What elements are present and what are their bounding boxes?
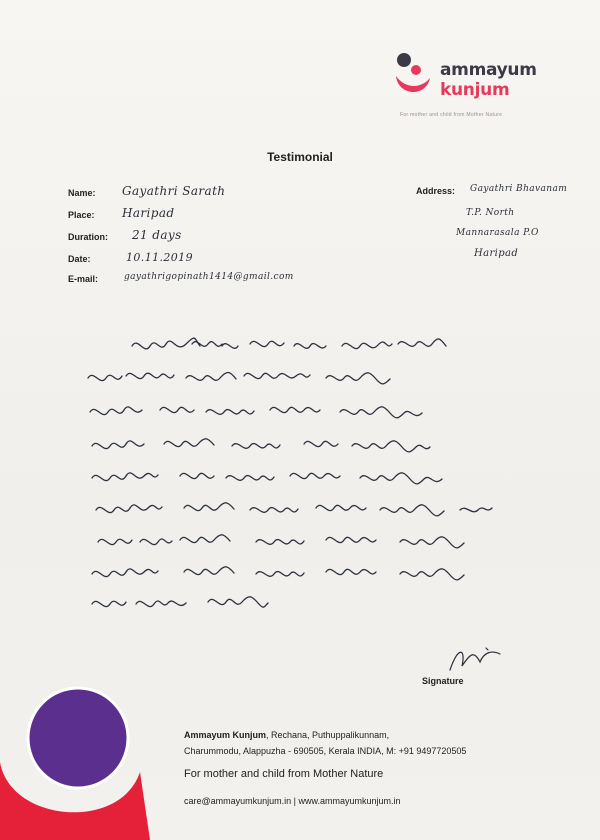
- footer-address-line1: [184, 730, 389, 740]
- date-label: Date:: [68, 254, 91, 264]
- footer-email-link[interactable]: care@ammayumkunjum.in: [184, 796, 292, 806]
- address-line1: Gayathri Bhavanam: [470, 184, 568, 194]
- footer-address-line2: Charummodu, Alappuzha - 690505, Kerala INDIA, M: +91 9497720505: [184, 746, 467, 756]
- address-line4: Haripad: [474, 248, 519, 259]
- name-value: Gayathri Sarath: [122, 184, 226, 198]
- handwritten-testimonial-body: [80, 330, 600, 620]
- footer-website-link[interactable]: www.ammayumkunjum.in: [298, 796, 401, 806]
- mother-child-logo-icon: [392, 48, 434, 102]
- email-value: gayathrigopinath1414@gmail.com: [124, 272, 294, 282]
- brand-name-line1: ammayum: [440, 60, 537, 80]
- email-label: E-mail:: [68, 274, 99, 284]
- address-label: Address:: [416, 186, 456, 196]
- footer-contact: [184, 796, 401, 806]
- brand-name-line2: kunjum: [440, 80, 510, 100]
- duration-label: Duration:: [68, 232, 108, 242]
- name-label: Name:: [68, 188, 96, 198]
- place-value: Haripad: [122, 206, 175, 220]
- footer-tagline: For mother and child from Mother Nature: [184, 768, 384, 780]
- address-line2: T.P. North: [466, 208, 515, 218]
- logo-tagline: For mother and child from Mother Nature: [400, 112, 503, 118]
- footer-brand-graphic: [0, 672, 150, 840]
- address-line3: Mannarasala P.O: [456, 228, 539, 238]
- document-title: Testimonial: [267, 150, 333, 164]
- signature-label: Signature: [422, 676, 464, 686]
- footer-company-name: Ammayum Kunjum: [184, 730, 267, 740]
- footer-contact-separator: |: [291, 796, 299, 806]
- date-value: 10.11.2019: [126, 251, 193, 264]
- signature-scribble-icon: [440, 640, 510, 680]
- place-label: Place:: [68, 210, 95, 220]
- footer-address-rest: , Rechana, Puthuppalikunnam,: [266, 730, 390, 740]
- duration-value: 21 days: [132, 228, 182, 242]
- brand-logo: [392, 42, 592, 122]
